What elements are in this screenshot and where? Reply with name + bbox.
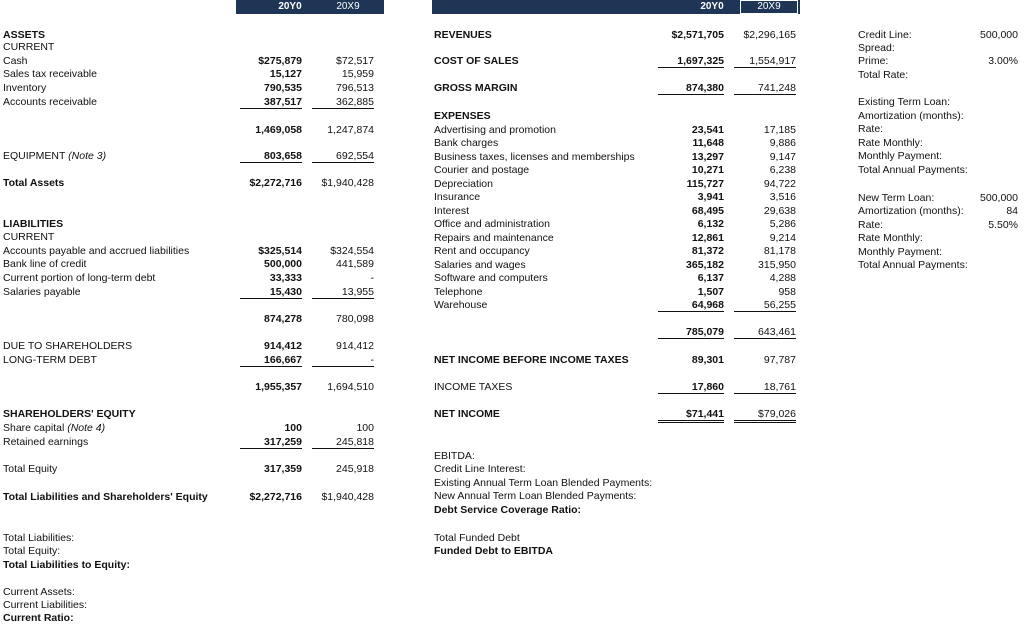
expense-prev: 315,950 — [758, 259, 796, 271]
expense-prev: 29,638 — [763, 205, 796, 217]
nibt-prev: 97,787 — [763, 354, 796, 366]
nibt-cur: 89,301 — [691, 354, 724, 366]
current-assets-total-cur: 1,469,058 — [255, 124, 302, 136]
expense-prev: 17,185 — [763, 124, 796, 136]
existing-monthly-payment-label: Monthly Payment: — [858, 150, 943, 162]
expense-cur: 23,541 — [691, 124, 724, 136]
total-equity-prev: 245,918 — [336, 463, 374, 475]
ap-label: Accounts payable and accrued liabilities — [3, 245, 190, 257]
inventory-cur: 790,535 — [264, 82, 302, 94]
expense-prev: 81,178 — [763, 245, 796, 257]
expense-label: Software and computers — [434, 272, 548, 284]
expense-label: Rent and occupancy — [434, 245, 530, 257]
ltd-cur: 166,667 — [240, 354, 302, 367]
ar-cur: 387,517 — [240, 96, 302, 109]
new-rate-monthly-label: Rate Monthly: — [858, 232, 923, 244]
ap-prev: $324,554 — [330, 245, 374, 257]
expense-cur: 68,495 — [691, 205, 724, 217]
current-liabilities-total-cur: 874,278 — [264, 313, 302, 325]
ratio-current-assets: Current Assets: — [3, 586, 75, 598]
is-header-cur: 20Y0 — [700, 1, 724, 12]
credit-line-interest-label: Credit Line Interest: — [434, 463, 526, 475]
existing-term-payments-label: Existing Annual Term Loan Blended Payments: — [434, 477, 653, 489]
credit-line-label: Credit Line: — [858, 29, 912, 41]
income-taxes-cur: 17,860 — [658, 381, 724, 394]
cos-cur: 1,697,325 — [658, 55, 724, 68]
share-capital-cur: 100 — [284, 422, 302, 434]
credit-line-value: 500,000 — [980, 29, 1018, 41]
due-shareholders-prev: 914,412 — [336, 340, 374, 352]
boc-cur: 500,000 — [264, 258, 302, 270]
expense-label: Office and administration — [434, 218, 550, 230]
new-term-payments-label: New Annual Term Loan Blended Payments: — [434, 490, 637, 502]
expense-label: Warehouse — [434, 299, 488, 311]
expense-prev: 9,214 — [769, 232, 796, 244]
prime-label: Prime: — [858, 55, 889, 67]
expense-cur: 10,271 — [691, 164, 724, 176]
cash-label: Cash — [3, 55, 28, 67]
due-shareholders-cur: 914,412 — [264, 340, 302, 352]
gross-margin-label: GROSS MARGIN — [434, 82, 518, 94]
existing-annual-payments-label: Total Annual Payments: — [858, 164, 968, 176]
expense-label: Depreciation — [434, 178, 493, 190]
expense-cur: 6,132 — [697, 218, 724, 230]
expenses-total-prev: 643,461 — [734, 326, 796, 339]
ratio-total-equity: Total Equity: — [3, 545, 61, 557]
tle-prev: $1,940,428 — [321, 491, 374, 503]
income-taxes-prev: 18,761 — [734, 381, 796, 394]
current-assets-total-prev: 1,247,874 — [327, 124, 374, 136]
revenues-cur: $2,571,705 — [671, 29, 724, 41]
liabilities-total-cur: 1,955,357 — [255, 381, 302, 393]
total-assets-cur: $2,272,716 — [249, 177, 302, 189]
boc-prev: 441,589 — [336, 258, 374, 270]
expense-prev: 5,286 — [769, 218, 796, 230]
boc-label: Bank line of credit — [3, 258, 87, 270]
inventory-prev: 796,513 — [336, 82, 374, 94]
expense-prev: 958 — [778, 286, 796, 298]
existing-rate-label: Rate: — [858, 123, 884, 135]
net-income-label: NET INCOME — [434, 408, 500, 420]
new-rate-label: Rate: — [858, 219, 884, 231]
total-funded-debt-label: Total Funded Debt — [434, 532, 520, 544]
expense-prev: 3,516 — [769, 191, 796, 203]
expense-cur: 11,648 — [692, 137, 724, 149]
expense-label: Courier and postage — [434, 164, 530, 176]
tle-label: Total Liabilities and Shareholders' Equity — [3, 491, 208, 503]
revenues-prev: $2,296,165 — [743, 29, 796, 41]
expense-label: Business taxes, licenses and memberships — [434, 151, 635, 163]
spread-label: Spread: — [858, 42, 895, 54]
ebitda-label: EBITDA: — [434, 450, 475, 462]
ratio-total-liabilities: Total Liabilities: — [3, 532, 75, 544]
expense-cur: 365,182 — [686, 259, 724, 271]
gross-margin-cur: 874,380 — [658, 82, 724, 95]
existing-rate-monthly-label: Rate Monthly: — [858, 137, 923, 149]
retained-earnings-prev: 245,818 — [312, 436, 374, 449]
salestax-label: Sales tax receivable — [3, 68, 97, 80]
share-capital-label: Share capital (Note 4) — [3, 422, 106, 434]
new-annual-payments-label: Total Annual Payments: — [858, 259, 968, 271]
income-taxes-label: INCOME TAXES — [434, 381, 513, 393]
salaries-payable-cur: 15,430 — [240, 286, 302, 299]
shareholders-equity-heading: SHAREHOLDERS' EQUITY — [3, 408, 136, 420]
existing-term-loan-label: Existing Term Loan: — [858, 96, 951, 108]
current-liabilities-heading: CURRENT — [3, 231, 55, 243]
expense-label: Bank charges — [434, 137, 499, 149]
nibt-label: NET INCOME BEFORE INCOME TAXES — [434, 354, 629, 366]
retained-earnings-cur: 317,259 — [240, 436, 302, 449]
new-amortization-label: Amortization (months): — [858, 205, 964, 217]
bs-header-prev: 20X9 — [336, 1, 360, 12]
cpltd-prev: - — [370, 272, 374, 284]
new-rate-value: 5.50% — [988, 219, 1018, 231]
current-liabilities-total-prev: 780,098 — [336, 313, 374, 325]
new-term-loan-label: New Term Loan: — [858, 192, 935, 204]
total-assets-prev: $1,940,428 — [321, 177, 374, 189]
expense-label: Salaries and wages — [434, 259, 526, 271]
expense-cur: 1,507 — [697, 286, 724, 298]
expense-cur: 3,941 — [697, 191, 724, 203]
net-income-prev: $79,026 — [734, 408, 796, 423]
new-monthly-payment-label: Monthly Payment: — [858, 246, 943, 258]
expense-prev: 9,886 — [769, 137, 796, 149]
ltd-label: LONG-TERM DEBT — [3, 354, 97, 366]
share-capital-prev: 100 — [356, 422, 374, 434]
expense-cur: 6,137 — [697, 272, 724, 284]
salestax-cur: 15,127 — [269, 68, 302, 80]
new-term-loan-value: 500,000 — [980, 192, 1018, 204]
current-assets-heading: CURRENT — [3, 41, 55, 53]
ratio-liabilities-to-equity: Total Liabilities to Equity: — [3, 559, 130, 571]
inventory-label: Inventory — [3, 82, 47, 94]
expense-cur: 12,861 — [691, 232, 724, 244]
equipment-cur: 803,658 — [240, 150, 302, 163]
net-income-cur: $71,441 — [658, 408, 724, 423]
new-amortization-value: 84 — [1006, 205, 1018, 217]
expense-prev: 4,288 — [769, 272, 796, 284]
expense-label: Interest — [434, 205, 470, 217]
cash-prev: $72,517 — [336, 55, 374, 67]
prime-value: 3.00% — [988, 55, 1018, 67]
liabilities-heading: LIABILITIES — [3, 218, 64, 230]
salestax-prev: 15,959 — [341, 68, 374, 80]
ar-prev: 362,885 — [312, 96, 374, 109]
total-rate-label: Total Rate: — [858, 69, 909, 81]
expense-label: Telephone — [434, 286, 483, 298]
total-assets-label: Total Assets — [3, 177, 65, 189]
expense-label: Repairs and maintenance — [434, 232, 554, 244]
expenses-total-cur: 785,079 — [658, 326, 724, 339]
ltd-prev: - — [312, 354, 374, 367]
cos-prev: 1,554,917 — [734, 55, 796, 68]
funded-debt-ebitda-label: Funded Debt to EBITDA — [434, 545, 553, 557]
expense-prev: 9,147 — [769, 151, 796, 163]
tle-cur: $2,272,716 — [249, 491, 302, 503]
expense-label: Insurance — [434, 191, 481, 203]
cpltd-cur: 33,333 — [269, 272, 302, 284]
existing-amortization-label: Amortization (months): — [858, 110, 964, 122]
equipment-label: EQUIPMENT (Note 3) — [3, 150, 107, 162]
revenues-label: REVENUES — [434, 29, 492, 41]
gross-margin-prev: 741,248 — [734, 82, 796, 95]
ratio-current-liabilities: Current Liabilities: — [3, 599, 88, 611]
cos-label: COST OF SALES — [434, 55, 519, 67]
assets-heading: ASSETS — [3, 29, 46, 41]
dscr-label: Debt Service Coverage Ratio: — [434, 504, 582, 516]
expense-prev: 6,238 — [769, 164, 796, 176]
due-shareholders-label: DUE TO SHAREHOLDERS — [3, 340, 133, 352]
ratio-current-ratio: Current Ratio: — [3, 612, 74, 624]
expense-cur: 64,968 — [658, 299, 724, 312]
expenses-heading: EXPENSES — [434, 110, 491, 122]
expense-prev: 56,255 — [734, 299, 796, 312]
cash-cur: $275,879 — [258, 55, 302, 67]
equipment-prev: 692,554 — [312, 150, 374, 163]
bs-header-cur: 20Y0 — [278, 1, 302, 12]
expense-prev: 94,722 — [763, 178, 796, 190]
is-header-prev: 20X9 — [740, 0, 798, 14]
total-equity-cur: 317,359 — [264, 463, 302, 475]
expense-cur: 81,372 — [691, 245, 724, 257]
expense-label: Advertising and promotion — [434, 124, 556, 136]
retained-earnings-label: Retained earnings — [3, 436, 89, 448]
cpltd-label: Current portion of long-term debt — [3, 272, 156, 284]
ar-label: Accounts receivable — [3, 96, 97, 108]
ap-cur: $325,514 — [258, 245, 302, 257]
expense-cur: 13,297 — [691, 151, 724, 163]
expense-cur: 115,727 — [686, 178, 724, 190]
salaries-payable-prev: 13,955 — [312, 286, 374, 299]
salaries-payable-label: Salaries payable — [3, 286, 81, 298]
liabilities-total-prev: 1,694,510 — [327, 381, 374, 393]
total-equity-label: Total Equity — [3, 463, 58, 475]
